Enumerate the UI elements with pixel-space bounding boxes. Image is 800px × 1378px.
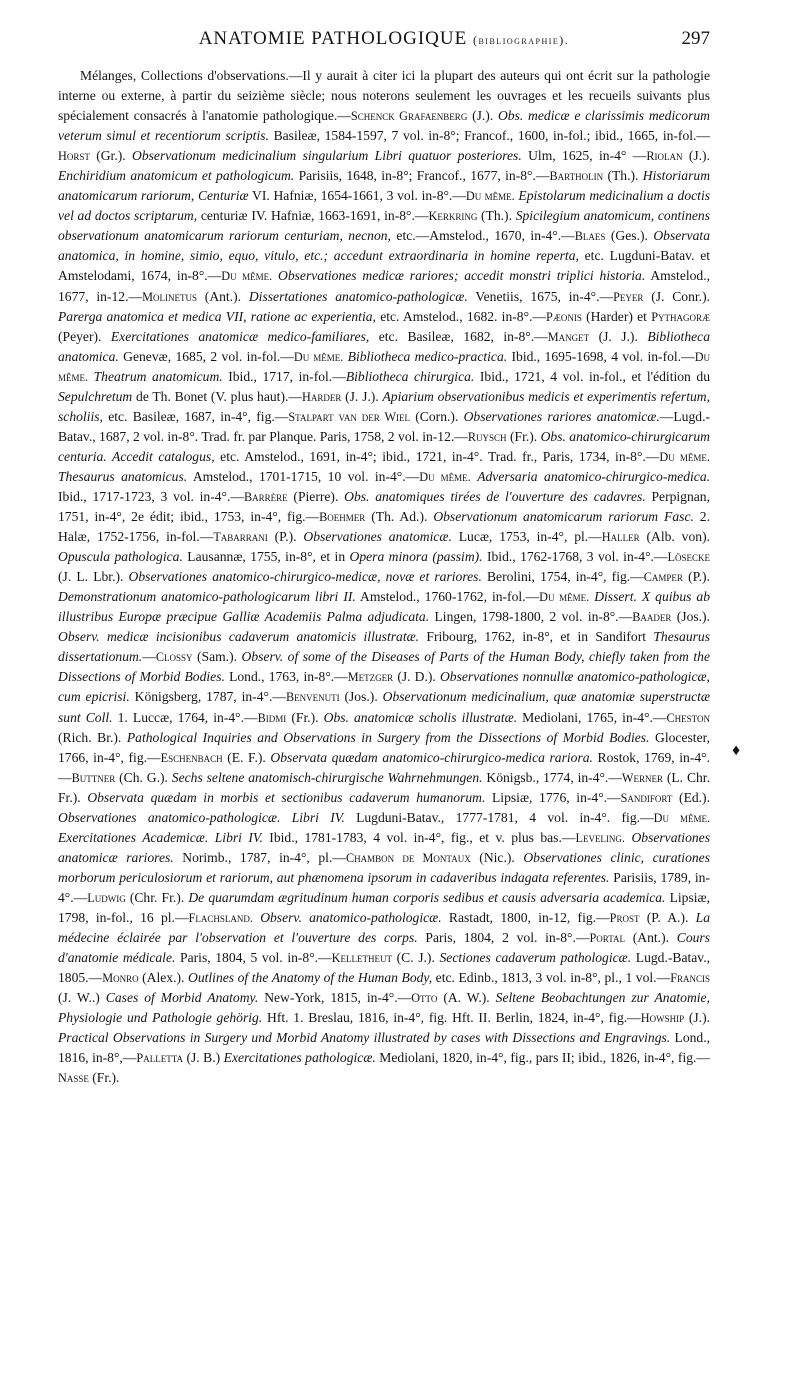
- work-title: Enchiridium anatomicum et pathologicum.: [58, 168, 295, 184]
- work-title: Bibliotheca anatomica.: [58, 328, 710, 364]
- text-run: (J. B.): [182, 1050, 224, 1066]
- work-title: Opera minora (passim).: [349, 549, 483, 565]
- work-title: Pathological Inquiries and Observations in Surgery from the Dissections of Morbid Bodies.: [126, 729, 650, 745]
- text-run: (J.).: [467, 108, 498, 124]
- author-name: Haller: [601, 530, 640, 545]
- work-title: Observationum anatomicarum rariorum Fasc.: [433, 509, 694, 525]
- author-name: Molinetus: [142, 289, 197, 304]
- work-title: Observationes anatomicæ rariores.: [58, 829, 710, 865]
- text-run: (Peyer).: [58, 328, 111, 344]
- text-run: Fribourg, 1762, in-8°, et in Sandifort: [419, 629, 654, 645]
- work-title: Observata quædam anatomico-chirurgico-medica rariora.: [270, 749, 593, 765]
- text-run: Mediolani, 1820, in-4°, fig., pars II; ibid., 1826, in-4°, fig.—: [375, 1050, 711, 1066]
- text-run: Ibid., 1717-1723, 3 vol. in-4°.—: [58, 488, 244, 504]
- text-run: (Nic.).: [470, 849, 524, 865]
- author-name: Boehmer: [319, 510, 366, 525]
- text-run: Rastadt, 1800, in-12, fig.—: [441, 909, 610, 925]
- text-run: Ibid., 1695-1698, 4 vol. in-fol.—: [507, 348, 695, 364]
- author-name: Du même.: [293, 349, 344, 364]
- work-title: Observationum medicinalium, quæ anatomiæ superstructæ sunt Coll.: [58, 689, 710, 725]
- work-title: Spicilegium anatomicum, continens observationum anatomicarum rariorum centuriam, necnon,: [58, 208, 710, 244]
- text-run: Perpignan, 1751, in-4°, 2e édit; ibid., 1753, in-4°, fig.—: [58, 488, 710, 525]
- work-title: Epistolarum medicinalium a doctis vel ad doctos scriptarum,: [58, 188, 711, 224]
- author-name: Buttner: [71, 770, 116, 785]
- author-name: Du même.: [419, 469, 471, 484]
- work-title: Observata quædam in morbis et sectionibus cadaverum humanorum.: [87, 789, 486, 805]
- text-run: (Th.).: [603, 168, 643, 184]
- author-name: Peyer: [613, 289, 644, 304]
- author-name: Otto: [411, 991, 438, 1006]
- work-title: Thesaurus dissertationum.: [58, 629, 710, 665]
- work-title: Observationes anatomico-pathologicæ. Libri IV.: [58, 809, 345, 825]
- work-title: De quarumdam ægritudinum human corporis sedibus et causis adversaria academica.: [188, 889, 666, 905]
- text-run: (E. F.).: [222, 749, 271, 765]
- work-title: Observata anatomica, in homine, simio, equo, vitulo, etc.; accedunt extraordinaria in homine reperta,: [58, 228, 710, 264]
- text-run: (L. Chr. Fr.).: [58, 769, 710, 805]
- text-run: (Ant.).: [625, 930, 677, 946]
- author-name: Ludwig: [87, 890, 126, 905]
- text-run: etc. Amstelod., 1682. in-8°.—: [375, 308, 547, 324]
- text-run: Königsberg, 1787, in-4°.—: [129, 689, 286, 705]
- text-run: (J. D.).: [393, 669, 440, 685]
- text-run: Hft. 1. Breslau, 1816, in-4°, fig. Hft. II. Berlin, 1824, in-4°, fig.—: [262, 1010, 641, 1026]
- author-name: Sandifort: [620, 790, 673, 805]
- work-title: Theatrum anatomicum.: [93, 368, 223, 384]
- text-run: etc. Lugduni-Batav. et Amstelodami, 1674, in-8°.—: [58, 248, 711, 284]
- text-run: Rostok, 1769, in-4°.—: [58, 749, 710, 785]
- text-run: (Alex.).: [138, 970, 188, 986]
- text-run: Lipsiæ, 1776, in-4°.—: [485, 789, 621, 805]
- author-name: Du même.: [539, 590, 590, 605]
- text-run: 2. Halæ, 1752-1756, in-fol.—: [58, 509, 710, 545]
- author-name: Du même.: [465, 189, 515, 204]
- work-title: Exercitationes pathologicæ.: [223, 1050, 376, 1066]
- text-run: (Chr. Fr.).: [125, 889, 189, 905]
- author-name: Palletta: [136, 1051, 183, 1066]
- author-name: Cheston: [666, 710, 711, 725]
- work-title: Sepulchretum: [58, 388, 133, 404]
- work-title: Exercitationes Academicæ. Libri IV.: [58, 829, 263, 845]
- text-run: Ibid., 1762-1768, 3 vol. in-4°.—: [482, 549, 668, 565]
- author-name: Werner: [621, 770, 663, 785]
- text-run: Lugd.-Batav., 1805.—: [58, 950, 711, 986]
- text-run: Parisiis, 1789, in-4°.—: [58, 869, 711, 905]
- author-name: Monro: [102, 971, 139, 986]
- text-run: Lond., 1816, in-8°,—: [58, 1030, 711, 1066]
- text-run: VI. Hafniæ, 1654-1661, 3 vol. in-8°.—: [248, 188, 466, 204]
- author-name: Benvenuti: [285, 690, 340, 705]
- text-run: 1. Luccæ, 1764, in-4°.—: [112, 709, 258, 725]
- text-run: —: [142, 649, 156, 665]
- text-run: etc. Basileæ, 1682, in-8°.—: [369, 328, 548, 344]
- text-run: Amstelod., 1760-1762, in-fol.—: [355, 589, 540, 605]
- bibliography-paragraph: [58, 66, 710, 1088]
- text-run: (Ed.).: [672, 789, 710, 805]
- work-title: Bibliotheca medico-practica.: [347, 348, 508, 364]
- author-name: Harder: [301, 389, 342, 404]
- work-title: Practical Observations in Surgery und Morbid Anatomy illustrated by cases with Dissections and Engravings.: [58, 1030, 671, 1046]
- work-title: Observationes anatomico-chirurgico-medicæ, novæ et rariores.: [128, 569, 482, 585]
- work-title: Observationes medicæ rariores; accedit monstri triplici historia.: [278, 268, 646, 284]
- text-run: Lausannæ, 1755, in-8°, et in: [182, 549, 350, 565]
- work-title: Observ. medicæ incisionibus cadaverum anatomicis illustratæ.: [58, 629, 420, 645]
- text-run: Basileæ, 1584-1597, 7 vol. in-8°; Francof., 1600, in-fol.; ibid., 1665, in-fol.—: [268, 128, 711, 144]
- author-name: Nasse: [58, 1071, 89, 1086]
- author-name: Du même.: [659, 449, 710, 464]
- text-run: (Pierre).: [287, 488, 345, 504]
- work-title: Cours d'anatomie médicale.: [58, 930, 710, 966]
- text-run: (Gr.).: [89, 148, 133, 164]
- text-run: (Fr.).: [506, 428, 541, 444]
- author-name: Leveling.: [575, 830, 625, 845]
- text-run: (Fr.).: [88, 1070, 120, 1086]
- author-name: Schenck Grafaenberg: [350, 109, 468, 124]
- work-title: Opuscula pathologica.: [58, 549, 183, 565]
- text-run: —Lugd.-Batav., 1687, 2 vol. in-8°. Trad. fr. par Planque. Paris, 1758, 2 vol. in-12.—: [58, 408, 710, 444]
- author-name: Du même.: [653, 810, 711, 825]
- work-title: Dissertationes anatomico-pathologicæ.: [248, 288, 468, 304]
- author-name: Riolan: [646, 149, 683, 164]
- author-name: Baader: [632, 610, 672, 625]
- text-run: (Ant.).: [196, 288, 249, 304]
- author-name: Pythagoræ: [651, 309, 710, 324]
- running-title: [58, 28, 710, 50]
- author-name: Lösecke: [667, 550, 710, 565]
- text-run: Lucæ, 1753, in-4°, pl.—: [451, 529, 602, 545]
- text-run: etc. Edinb., 1813, 3 vol. in-8°, pl., 1 vol.—: [432, 970, 671, 986]
- work-title: Seltene Beobachtungen zur Anatomie, Physiologie und Pathologie gehörig.: [58, 990, 710, 1026]
- author-name: Clossy: [155, 650, 193, 665]
- work-title: La médecine éclairée par l'observation et l'ouverture des corps.: [58, 909, 710, 946]
- text-run: (J. Conr.).: [643, 288, 711, 304]
- text-run: (J.).: [684, 1010, 710, 1026]
- text-run: etc.—Amstelod., 1670, in-4°.—: [390, 228, 575, 244]
- page: [58, 24, 710, 1088]
- author-name: Flachsland.: [188, 910, 253, 925]
- work-title: Observationes nonnullæ anatomico-pathologicæ, cum epicrisi.: [58, 669, 710, 705]
- text-run: (J. W..): [58, 990, 106, 1006]
- text-run: Lipsiæ, 1798, in-fol., 16 pl.—: [58, 889, 710, 925]
- text-run: (J. J.).: [589, 328, 648, 344]
- author-name: Du même.: [221, 269, 273, 284]
- work-title: Exercitationes anatomicæ medico-familiares,: [110, 328, 370, 344]
- text-run: (J. L. Lbr.).: [58, 569, 129, 585]
- author-name: Horst: [58, 149, 90, 164]
- text-run: Norimb., 1787, in-4°, pl.—: [173, 849, 346, 865]
- text-run: (Jos.).: [339, 689, 383, 705]
- text-run: Paris, 1804, 2 vol. in-8°.—: [417, 930, 590, 946]
- text-run: Mélanges, Collections d'observations.—Il y aurait à citer ici la plupart des auteurs qui ont écrit sur la pathologie interne ou externe, à partir du seizième siècle; nous noterons seulement les ouvrages et les recueils suivants plus spécialement consacrés à l'anatomie pathologique.—: [58, 68, 710, 124]
- author-name: Francis: [670, 971, 710, 986]
- text-run: Ibid., 1781-1783, 4 vol. in-4°, fig., et v. plus bas.—: [262, 829, 576, 845]
- text-run: (Jos.).: [671, 609, 710, 625]
- work-title: Obs. anatomicæ scholis illustratæ.: [323, 709, 518, 725]
- text-run: (C. J.).: [391, 950, 440, 966]
- author-name: Ruysch: [467, 429, 507, 444]
- text-run: centuriæ IV. Hafniæ, 1663-1691, in-8°.—: [197, 208, 429, 224]
- text-run: (Alb. von).: [639, 529, 710, 545]
- work-title: Observ. of some of the Diseases of Parts of the Human Body, chiefly taken from the Dissections of Morbid Bodies.: [58, 649, 710, 685]
- work-title: Apiarium observationibus medicis et experimentis refertum, scholiis,: [58, 388, 710, 424]
- author-name: Blaes: [574, 229, 606, 244]
- author-name: Eschenbach: [160, 750, 223, 765]
- text-run: (Ch. G.).: [115, 769, 172, 785]
- text-run: (P.).: [682, 569, 710, 585]
- text-run: Berolini, 1754, in-4°, fig.—: [481, 569, 644, 585]
- text-run: etc. Amstelod., 1691, in-4°; ibid., 1721, in-4°. Trad. fr., Paris, 1734, in-8°.—: [214, 448, 660, 464]
- work-title: Sechs seltene anatomisch-chirurgische Wahrnehmungen.: [171, 769, 483, 785]
- work-title: Historiarum anatomicarum rariorum, Centuriæ: [58, 168, 711, 204]
- text-run: Venetiis, 1675, in-4°.—: [467, 288, 614, 304]
- author-name: Prost: [609, 910, 640, 925]
- work-title: Thesaurus anatomicus.: [58, 468, 188, 484]
- text-run: Amstelod., 1677, in-12.—: [58, 268, 711, 304]
- work-title: Observ. anatomico-pathologicæ.: [260, 909, 442, 925]
- text-run: etc. Basileæ, 1687, in-4°, fig.—: [102, 408, 289, 424]
- work-title: Parerga anatomica et medica VII, ratione ac experientia,: [58, 308, 376, 324]
- text-run: (J. J.).: [341, 388, 383, 404]
- author-name: Barrère: [243, 489, 288, 504]
- text-run: (Corn.).: [410, 408, 464, 424]
- work-title: Demonstrationum anatomico-pathologicarum libri II.: [58, 589, 356, 605]
- work-title: Bibliotheca chirurgica.: [345, 368, 475, 384]
- author-name: Tabarrani: [213, 530, 268, 545]
- text-run: (Th.).: [477, 208, 516, 224]
- author-name: Camper: [643, 570, 683, 585]
- text-run: Lond., 1763, in-8°.—: [224, 669, 348, 685]
- author-name: Manget: [547, 329, 590, 344]
- author-name: Pæonis: [546, 309, 582, 324]
- work-title: Obs. medicæ e clarissimis medicorum veterum simul et recentiorum scriptis.: [58, 108, 710, 144]
- text-run: (Harder) et: [581, 308, 652, 324]
- work-title: Sectiones cadaverum pathologicæ.: [439, 950, 632, 966]
- text-run: Parisiis, 1648, in-8°; Francof., 1677, in-8°.—: [294, 168, 550, 184]
- author-name: Bidmi: [257, 710, 287, 725]
- text-run: (Fr.).: [286, 709, 324, 725]
- running-header: [58, 24, 710, 54]
- work-title: Adversaria anatomico-chirurgico-medica.: [477, 468, 711, 484]
- text-run: Glocester, 1766, in-4°, fig.—: [58, 729, 710, 765]
- author-name: Du même.: [58, 349, 711, 384]
- text-run: (Sam.).: [192, 649, 242, 665]
- author-name: Bartholin: [549, 169, 604, 184]
- author-name: Portal: [589, 931, 625, 946]
- text-run: Amstelod., 1701-1715, 10 vol. in-4°.—: [187, 468, 420, 484]
- work-title: Obs. anatomico-chirurgicarum centuria. Accedit catalogus,: [58, 428, 710, 464]
- text-run: (Rich. Br.).: [58, 729, 127, 745]
- text-run: Ibid., 1721, 4 vol. in-fol., et l'édition du: [474, 368, 711, 384]
- work-title: Observationes anatomicæ.: [303, 529, 452, 545]
- work-title: Observationum medicinalium singularium Libri quatuor posteriores.: [132, 148, 522, 164]
- text-run: Genevæ, 1685, 2 vol. in-fol.—: [118, 348, 294, 364]
- text-run: Ibid., 1717, in-fol.—: [222, 368, 346, 384]
- author-name: Metzger: [347, 670, 394, 685]
- text-run: (Ges.).: [605, 228, 654, 244]
- work-title: Observationes clinic, curationes morborum periculosiorum et rariorum, aut phænomena ipsorum in cadaveribus indagata referentes.: [58, 849, 710, 885]
- margin-mark: ♦: [732, 742, 741, 759]
- page-number: 297: [681, 28, 710, 49]
- text-run: de Th. Bonet (V. plus haut).—: [132, 388, 302, 404]
- text-run: (A. W.).: [437, 990, 496, 1006]
- text-run: (P. A.).: [639, 909, 696, 925]
- running-title-section: (bibliographie).: [472, 33, 570, 47]
- text-run: Lugduni-Batav., 1777-1781, 4 vol. in-4°. fig.—: [344, 809, 654, 825]
- text-run: Paris, 1804, 5 vol. in-8°.—: [175, 950, 332, 966]
- text-run: Lingen, 1798-1800, 2 vol. in-8°.—: [429, 609, 633, 625]
- text-run: (J.).: [682, 148, 710, 164]
- text-run: Ulm, 1625, in-4° —: [521, 148, 647, 164]
- text-run: Königsb., 1774, in-4°.—: [482, 769, 622, 785]
- text-run: New-York, 1815, in-4°.—: [258, 990, 412, 1006]
- author-name: Kerkring: [428, 209, 478, 224]
- running-title-main: ANATOMIE PATHOLOGIQUE: [198, 28, 468, 49]
- text-run: (Th. Ad.).: [365, 509, 434, 525]
- author-name: Chambon de Montaux: [345, 850, 471, 865]
- author-name: Howship: [640, 1011, 685, 1026]
- work-title: Observationes rariores anatomicæ.: [463, 408, 660, 424]
- work-title: Dissert. X quibus ab illustribus Europæ præcipue Galliæ Academiis Palma adjudicata.: [58, 589, 710, 625]
- author-name: Stalpart van der Wiel: [288, 409, 411, 424]
- author-name: Kelletheut: [331, 951, 392, 966]
- text-run: Mediolani, 1765, in-4°.—: [517, 709, 667, 725]
- work-title: Cases of Morbid Anatomy.: [105, 990, 259, 1006]
- work-title: Outlines of the Anatomy of the Human Body,: [188, 970, 433, 986]
- work-title: Obs. anatomiques tirées de l'ouverture des cadavres.: [344, 488, 646, 504]
- text-run: (P.).: [267, 529, 304, 545]
